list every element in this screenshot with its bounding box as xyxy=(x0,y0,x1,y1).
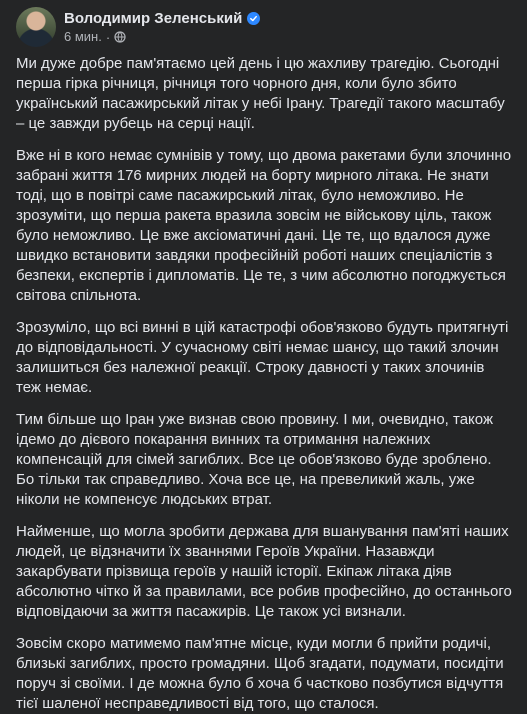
post-paragraph: Зовсім скоро матимемо пам'ятне місце, куди могли б прийти родичі, близькі загиблих, просто громадяни. Щоб згадати, подумати, посидіти поруч зі своїми. І де можна було б хоча б частково позбутися відчуття тієї шаленої несправедливості від того, що сталося. xyxy=(16,635,504,712)
post-header xyxy=(16,0,527,50)
author-name-link[interactable]: Володимир Зеленський xyxy=(64,10,243,27)
separator-dot: · xyxy=(105,29,111,45)
post-body xyxy=(16,50,527,714)
post-paragraph: Ми дуже добре пам'ятаємо цей день і цю жахливу трагедію. Сьогодні перша гірка річниця, річниця того чорного дня, коли було збито український пасажирський літак у небі Ірану. Трагедії такого масштабу – це завжди рубець на серці нації. xyxy=(16,55,505,132)
author-row xyxy=(64,9,260,28)
verified-badge-icon xyxy=(247,12,260,25)
post-meta xyxy=(64,9,260,45)
post-paragraph: Найменше, що могла зробити держава для вшанування пам'яті наших людей, це відзначити їх званнями Героїв України. Назавжди закарбувати прізвища героїв у нашій історії. Екіпаж літака діяв абсолютно чітко й за правилами, все робив професійно, до останнього відповідаючи за життя пасажирів. Це також усі визнали. xyxy=(16,523,512,620)
post-paragraph: Тим більше що Іран уже визнав свою провину. І ми, очевидно, також ідемо до дієвого покарання винних та отримання належних компенсацій для сімей загиблих. Все це обов'язково буде зроблено. Бо тільки так справедливо. Хоча все це, на превеликий жаль, уже ніколи не компенсує людських втрат. xyxy=(16,411,493,508)
author-avatar[interactable] xyxy=(16,7,56,47)
post-paragraph: Зрозуміло, що всі винні в цій катастрофі обов'язково будуть притягнуті до відповідальності. У сучасному світі немає шансу, що такий злочин залишиться без належної реакції. Строку давності у таких злочинів теж немає. xyxy=(16,319,509,396)
post-paragraph: Вже ні в кого немає сумнівів у тому, що двома ракетами були злочинно забрані життя 176 мирних людей на борту мирного літака. Не знати тоді, що в повітрі саме пасажирський літак, було неможливо. Не зрозуміти, що перша ракета вразила зовсім не військову ціль, також було неможливо. Це вже аксіоматичні дані. Це те, що вдалося дуже швидко встановити завдяки професійній роботі наших спеціалістів з безпеки, експертів і дипломатів. Це те, з чим абсолютно погоджується світова спільнота. xyxy=(16,147,512,304)
globe-icon[interactable] xyxy=(114,31,126,43)
post-subline xyxy=(64,29,260,45)
post-timestamp-link[interactable]: 6 мин. xyxy=(64,29,102,44)
